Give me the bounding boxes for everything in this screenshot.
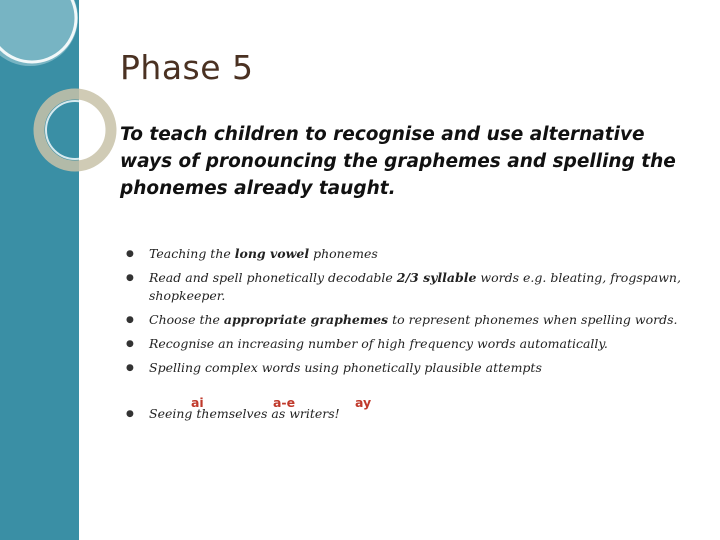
bullet-text: phonemes <box>309 246 378 261</box>
bullet-dot-icon: ● <box>126 315 134 325</box>
bullet-text: Spelling complex words using phonetically plausible attempts <box>149 360 542 375</box>
bullet-text: Teaching the <box>149 246 235 261</box>
bullet-item <box>126 269 706 305</box>
grapheme-row <box>0 395 720 413</box>
bullet-bold: 2/3 syllable <box>396 270 477 285</box>
bullet-text: to represent phonemes when spelling words. <box>388 312 678 327</box>
bullet-dot-icon: ● <box>126 249 134 259</box>
bullet-bold: appropriate graphemes <box>223 312 389 327</box>
bullet-item <box>126 335 706 353</box>
bullet-bold: long vowel <box>234 246 310 261</box>
bullet-text: Read and spell phonetically decodable <box>149 270 397 285</box>
slide-title: Phase 5 <box>120 48 254 87</box>
bullet-item <box>126 245 706 263</box>
grapheme-ai: ai <box>191 395 204 410</box>
bullet-dot-icon: ● <box>126 363 134 373</box>
bullet-item <box>126 311 706 329</box>
bullet-text: Recognise an increasing number of high frequency words automatically. <box>149 336 608 351</box>
bullet-dot-icon: ● <box>126 409 134 419</box>
bullet-item <box>126 359 706 377</box>
bullet-text: Seeing themselves as writers! <box>149 406 340 421</box>
decorative-circles <box>0 0 130 200</box>
grapheme-a-e: a-e <box>273 395 296 410</box>
bullet-text: Choose the <box>149 312 224 327</box>
decor-ring-inner <box>46 101 104 159</box>
decor-ring-gray <box>39 94 111 166</box>
slide-subtitle: To teach children to recognise and use alternative ways of pronouncing the graphemes and spelling the phonemes already taught. <box>120 124 676 199</box>
bullet-dot-icon: ● <box>126 339 134 349</box>
grapheme-ay: ay <box>355 395 372 410</box>
bullet-dot-icon: ● <box>126 273 134 283</box>
bullet-text: words e.g. bleating, frogspawn, shopkeeper. <box>149 270 681 303</box>
